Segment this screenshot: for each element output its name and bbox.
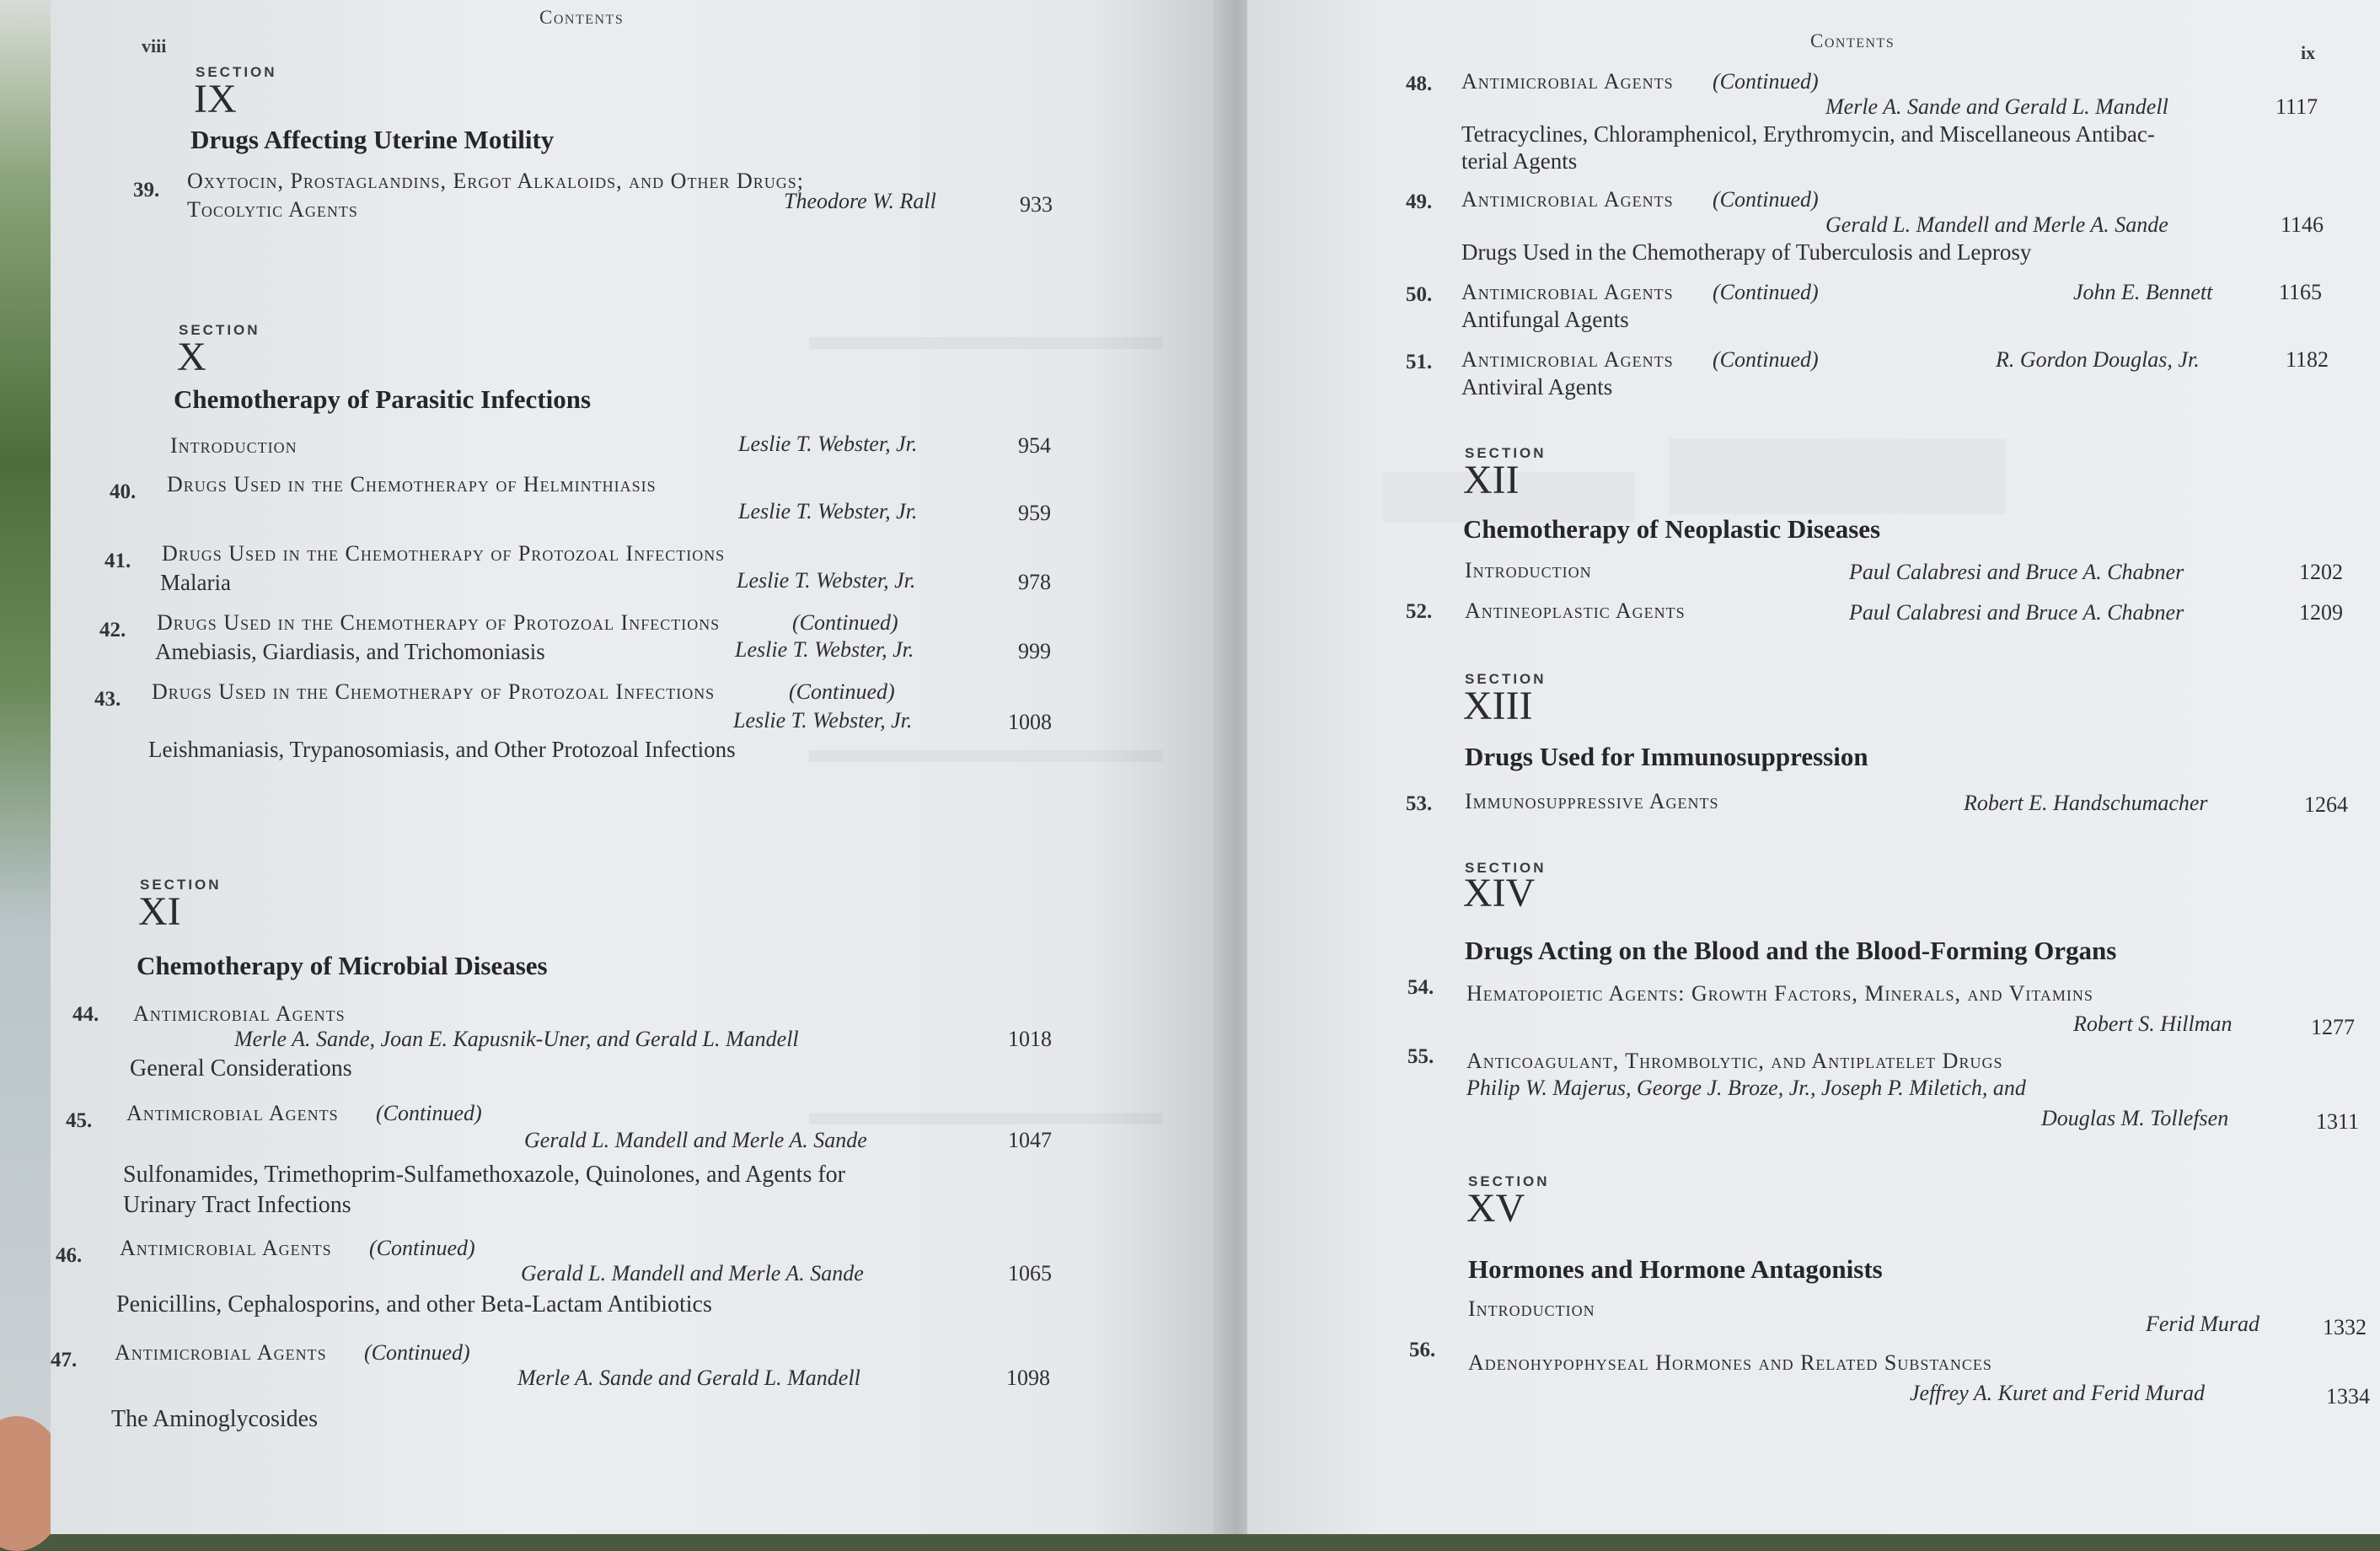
chapter-author: Theodore W. Rall [784,189,936,213]
chapter-number: 44. [72,1003,99,1026]
chapter-page: 1117 [2275,94,2318,119]
chapter-continued: (Continued) [789,679,895,704]
chapter-page: 1334 [2326,1384,2370,1409]
chapter-number: 46. [56,1244,83,1267]
chapter-number: 54. [1407,976,1434,999]
chapter-page: 1065 [1008,1261,1052,1285]
chapter-title: Drugs Used in the Chemotherapy of Protozoal Infections [157,610,721,635]
chapter-continued: (Continued) [369,1236,475,1260]
chapter-author: Merle A. Sande and Gerald L. Mandell [517,1366,860,1390]
section-label: SECTION [1465,445,1546,461]
chapter-subtitle: Drugs Used in the Chemotherapy of Tuberculosis and Leprosy [1461,239,2032,265]
section-label: SECTION [179,322,260,338]
chapter-number: 45. [66,1109,93,1132]
chapter-author: John E. Bennett [2073,280,2213,304]
chapter-title: Immunosuppressive Agents [1465,789,1719,813]
chapter-number: 55. [1407,1045,1434,1068]
chapter-title: Introduction [170,433,298,458]
chapter-page: 1311 [2316,1109,2360,1134]
chapter-author: R. Gordon Douglas, Jr. [1996,347,2200,372]
chapter-number: 52. [1406,600,1433,623]
chapter-author: Leslie T. Webster, Jr. [733,708,913,733]
chapter-page: 1008 [1008,710,1052,734]
chapter-author: Gerald L. Mandell and Merle A. Sande [521,1261,864,1285]
chapter-page: 959 [1018,501,1051,525]
chapter-page: 933 [1020,192,1053,217]
chapter-author: Leslie T. Webster, Jr. [738,432,918,456]
section-numeral: XIV [1463,871,1536,915]
chapter-subtitle: Antiviral Agents [1461,374,1613,400]
chapter-title: Anticoagulant, Thrombolytic, and Antiplatelet Drugs [1466,1049,2003,1073]
section-title: Chemotherapy of Microbial Diseases [137,951,548,980]
chapter-title: Oxytocin, Prostaglandins, Ergot Alkaloids, and Other Drugs; [187,169,804,193]
chapter-continued: (Continued) [1713,69,1819,94]
left-folio: viii [142,35,167,56]
chapter-continued: (Continued) [1713,347,1819,372]
chapter-page: 1277 [2311,1015,2355,1039]
chapter-subtitle: Malaria [160,570,231,595]
chapter-continued: (Continued) [1713,280,1819,304]
right-folio: ix [2301,42,2316,63]
chapter-number: 47. [51,1349,78,1371]
chapter-number: 53. [1406,792,1433,815]
chapter-author: Robert S. Hillman [2073,1012,2233,1036]
show-through [809,1113,1163,1124]
chapter-page: 954 [1018,433,1051,458]
show-through [809,750,1163,762]
section-numeral: XI [138,889,181,934]
chapter-title: Drugs Used in the Chemotherapy of Helminthiasis [167,472,657,496]
chapter-continued: (Continued) [364,1340,470,1365]
chapter-number: 50. [1406,283,1433,306]
show-through [1669,438,2006,514]
chapter-page: 978 [1018,570,1051,594]
section-label: SECTION [196,64,277,80]
chapter-author: Gerald L. Mandell and Merle A. Sande [524,1128,867,1152]
right-running-head: Contents [1810,30,1895,51]
chapter-author: Paul Calabresi and Bruce A. Chabner [1849,600,2184,625]
chapter-page: 1332 [2323,1315,2367,1339]
section-label: SECTION [1468,1173,1550,1189]
section-numeral: XIII [1463,684,1533,728]
chapter-page: 1264 [2304,792,2348,817]
chapter-author: Merle A. Sande and Gerald L. Mandell [1825,94,2168,119]
chapter-title: Drugs Used in the Chemotherapy of Protozoal Infections [162,541,726,566]
chapter-title: Antimicrobial Agents [133,1001,346,1026]
show-through [809,337,1163,349]
chapter-title: Antimicrobial Agents [1461,347,1674,372]
chapter-number: 42. [99,619,126,641]
chapter-subtitle: Penicillins, Cephalosporins, and other Beta-Lactam Antibiotics [116,1291,712,1318]
chapter-author: Leslie T. Webster, Jr. [735,637,914,662]
chapter-author: Philip W. Majerus, George J. Broze, Jr., Joseph P. Miletich, and [1466,1076,2026,1100]
section-numeral: X [177,335,206,379]
chapter-subtitle: Amebiasis, Giardiasis, and Trichomoniasis [155,639,545,664]
chapter-title: Antimicrobial Agents [1461,187,1674,212]
section-numeral: XII [1463,458,1520,502]
chapter-title-line2: Tocolytic Agents [187,197,358,222]
chapter-number: 49. [1406,191,1433,213]
chapter-page: 1047 [1008,1128,1052,1152]
chapter-title: Drugs Used in the Chemotherapy of Protozoal Infections [152,679,716,704]
chapter-title: Introduction [1465,558,1592,582]
chapter-number: 43. [94,688,121,711]
chapter-title: Antimicrobial Agents [1461,69,1674,94]
section-numeral: IX [194,77,237,121]
chapter-number: 51. [1406,351,1433,373]
chapter-page: 999 [1018,639,1051,663]
chapter-subtitle: The Aminoglycosides [111,1406,318,1432]
chapter-subtitle: Leishmaniasis, Trypanosomiasis, and Other Protozoal Infections [148,737,736,762]
chapter-subtitle-line2: terial Agents [1461,148,1578,174]
chapter-page: 1098 [1006,1366,1050,1390]
chapter-number: 48. [1406,72,1433,95]
chapter-number: 39. [133,179,160,201]
section-numeral: XV [1466,1186,1525,1231]
chapter-author: Leslie T. Webster, Jr. [737,568,916,593]
chapter-subtitle: Sulfonamides, Trimethoprim-Sulfamethoxazole, Quinolones, and Agents for [123,1162,846,1188]
chapter-title: Antineoplastic Agents [1465,598,1686,623]
chapter-continued: (Continued) [1713,187,1819,212]
chapter-number: 41. [105,550,131,572]
chapter-title: Antimicrobial Agents [120,1236,332,1260]
chapter-page: 1146 [2281,212,2324,237]
section-label: SECTION [1465,860,1546,876]
chapter-continued: (Continued) [792,610,898,635]
chapter-subtitle: Antifungal Agents [1461,307,1629,332]
chapter-subtitle: General Considerations [130,1055,352,1081]
chapter-title: Introduction [1468,1296,1595,1321]
chapter-author: Merle A. Sande, Joan E. Kapusnik-Uner, and Gerald L. Mandell [234,1027,799,1051]
chapter-page: 1182 [2286,347,2329,372]
chapter-title: Antimicrobial Agents [126,1101,339,1125]
section-title: Drugs Acting on the Blood and the Blood-Forming Organs [1465,936,2117,965]
chapter-subtitle-line2: Urinary Tract Infections [123,1192,351,1218]
section-title: Drugs Affecting Uterine Motility [190,125,555,154]
chapter-author-line2: Douglas M. Tollefsen [2041,1106,2229,1130]
chapter-author: Jeffrey A. Kuret and Ferid Murad [1910,1381,2205,1405]
section-title: Chemotherapy of Neoplastic Diseases [1463,514,1881,544]
chapter-author: Gerald L. Mandell and Merle A. Sande [1825,212,2168,237]
chapter-author: Ferid Murad [2146,1312,2260,1336]
section-title: Chemotherapy of Parasitic Infections [174,384,592,414]
chapter-author: Robert E. Handschumacher [1964,791,2208,815]
chapter-page: 1209 [2299,600,2343,625]
chapter-author: Leslie T. Webster, Jr. [738,499,918,523]
section-label: SECTION [1465,671,1546,687]
chapter-continued: (Continued) [376,1101,482,1125]
chapter-title: Antimicrobial Agents [1461,280,1674,304]
section-title: Hormones and Hormone Antagonists [1468,1254,1883,1284]
section-label: SECTION [140,877,222,893]
left-running-head: Contents [539,7,624,28]
section-title: Drugs Used for Immunosuppression [1465,742,1868,771]
chapter-title: Adenohypophyseal Hormones and Related Substances [1468,1350,1992,1375]
chapter-number: 56. [1409,1339,1436,1361]
chapter-title: Antimicrobial Agents [115,1340,327,1365]
chapter-title: Hematopoietic Agents: Growth Factors, Minerals, and Vitamins [1466,981,2093,1006]
chapter-page: 1202 [2299,560,2343,584]
chapter-number: 40. [110,480,137,503]
chapter-page: 1165 [2279,280,2323,304]
chapter-subtitle: Tetracyclines, Chloramphenicol, Erythromycin, and Miscellaneous Antibac- [1461,121,2155,147]
chapter-author: Paul Calabresi and Bruce A. Chabner [1849,560,2184,584]
chapter-page: 1018 [1008,1027,1052,1051]
